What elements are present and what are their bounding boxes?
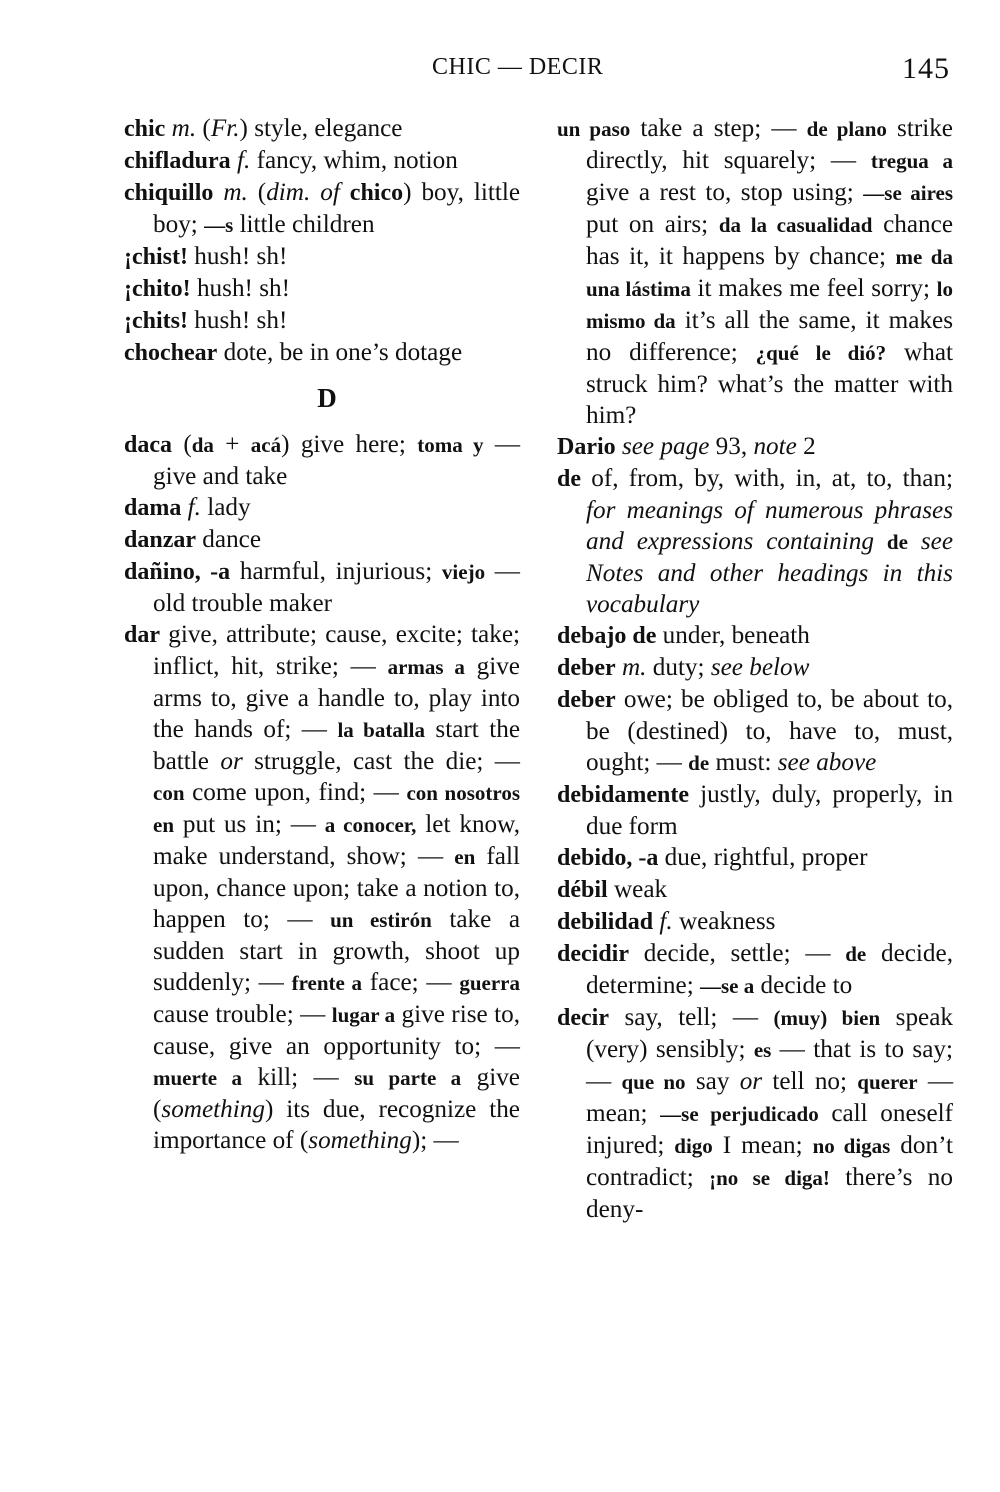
- phrase: digo: [674, 1134, 713, 1158]
- definition-text: decide, determine;: [586, 940, 953, 999]
- phrase: a conocer,: [324, 813, 417, 837]
- phrase: con nosotros en: [153, 781, 520, 837]
- definition-text: come upon, find; —: [184, 779, 407, 806]
- phrase: ¡no se diga!: [709, 1166, 830, 1190]
- dictionary-entry: [124, 273, 520, 305]
- definition-text: give rise to, cause, give an opportunity to; —: [153, 1001, 520, 1060]
- dictionary-entry: [124, 556, 520, 619]
- italic-text: something: [161, 1096, 265, 1123]
- phrase: es: [753, 1038, 772, 1062]
- definition-text: decide, settle; —: [629, 940, 846, 967]
- italic-text: see page: [621, 433, 710, 460]
- italic-text: for meanings of numerous phrases and expressions containing: [586, 497, 953, 555]
- phrase: ¿qué le dió?: [755, 341, 887, 365]
- phrase: toma y: [417, 433, 484, 457]
- definition-text: weakness: [672, 908, 776, 935]
- headword: decir: [557, 1005, 609, 1031]
- headword: deber: [557, 655, 616, 681]
- phrase: querer: [857, 1070, 918, 1094]
- definition-text: — old trouble maker: [153, 558, 520, 617]
- headword: debilidad: [557, 909, 654, 935]
- headword: chiquillo: [124, 180, 214, 206]
- headword: dañino, -a: [124, 559, 231, 585]
- phrase: me da una lástima: [586, 245, 953, 301]
- definition-text: must:: [709, 749, 778, 776]
- definition-text: (: [172, 431, 192, 458]
- definition-text: fancy, whim, notion: [250, 147, 458, 174]
- definition-text: ) boy, little boy;: [153, 179, 521, 238]
- definition-text: take a sudden start in growth, shoot up suddenly; —: [153, 906, 520, 996]
- definition-text: face; —: [362, 969, 460, 996]
- italic-text: Fr.: [210, 115, 240, 142]
- italic-text: see above: [777, 749, 877, 776]
- definition-text: — mean;: [586, 1068, 954, 1127]
- definition-text: say: [685, 1068, 740, 1095]
- definition-text: what struck him? what’s the matter with him?: [586, 339, 953, 429]
- italic-text: see Notes and other headings in this vocabulary: [586, 528, 954, 618]
- headword: danzar: [124, 527, 196, 553]
- definition-text: kill; —: [242, 1064, 355, 1091]
- italic-text: or: [220, 748, 243, 775]
- dictionary-entry: [557, 620, 953, 652]
- definition-text: fall upon, chance upon; take a notion to, happen to; —: [153, 843, 520, 933]
- dictionary-entry: [124, 429, 520, 492]
- definition-text: due, rightful, proper: [658, 844, 868, 871]
- definition-text: hush! sh!: [190, 275, 291, 302]
- dictionary-entry: [557, 652, 953, 684]
- phrase: —s: [204, 213, 234, 237]
- headword: dar: [124, 622, 160, 648]
- phrase: de: [688, 751, 710, 775]
- definition-text: of, from, by, with, in, at, to, than;: [581, 465, 953, 492]
- phrase: con: [153, 781, 185, 805]
- definition-text: duty;: [646, 654, 711, 681]
- section-letter: D: [317, 383, 337, 413]
- headword: chico: [349, 180, 404, 206]
- headword: ¡chito!: [124, 276, 191, 302]
- dictionary-entry: [557, 842, 953, 874]
- definition-text: speak (very) sensibly;: [586, 1004, 953, 1063]
- definition-text: harmful, injurious;: [230, 558, 442, 585]
- phrase: de: [845, 942, 867, 966]
- italic-text: f.: [659, 908, 673, 935]
- phrase: en: [454, 845, 476, 869]
- phrase: lo mismo da: [586, 277, 953, 333]
- definition-text: give a rest to, stop using;: [586, 179, 864, 206]
- definition-text: say, tell; —: [608, 1004, 774, 1031]
- dictionary-entry: [124, 177, 520, 241]
- phrase: guerra: [459, 971, 520, 995]
- definition-text: justly, duly, properly, in due form: [586, 781, 953, 840]
- italic-text: f.: [187, 494, 201, 521]
- definition-text: tell no;: [762, 1068, 858, 1095]
- italic-text: m.: [171, 115, 197, 142]
- definition-text: [340, 179, 350, 206]
- definition-text: dance: [196, 526, 262, 553]
- phrase: viejo: [441, 560, 486, 584]
- definition-text: it’s all the same, it makes no difference;: [586, 307, 953, 366]
- phrase: su parte a: [354, 1066, 462, 1090]
- phrase: da la casualidad: [718, 213, 873, 237]
- headword: ¡chist!: [124, 244, 188, 270]
- entry-list: [557, 113, 953, 1225]
- definition-text: give arms to, give a handle to, play into the hands of; —: [153, 653, 520, 743]
- headword: ¡chits!: [124, 308, 188, 334]
- entry-list: [124, 113, 520, 369]
- entry-list: [124, 429, 520, 1156]
- definition-text: ) give here;: [281, 431, 418, 458]
- definition-text: under, beneath: [656, 622, 810, 649]
- italic-text: or: [739, 1068, 763, 1095]
- definition-text: (: [247, 179, 267, 206]
- definition-text: call oneself injured;: [586, 1100, 954, 1159]
- definition-text: take a step; —: [630, 115, 807, 142]
- headword: dama: [124, 495, 182, 521]
- headword: débil: [557, 877, 608, 903]
- definition-text: weak: [607, 876, 668, 903]
- right-column: [557, 113, 953, 1225]
- definition-text: hush! sh!: [187, 307, 288, 334]
- definition-text: lady: [200, 494, 251, 521]
- phrase: tregua a: [870, 149, 953, 173]
- dictionary-entry: [557, 1002, 953, 1225]
- phrase: (muy) bien: [773, 1006, 881, 1030]
- definition-text: there’s no deny-: [586, 1164, 953, 1223]
- definition-text: put on airs;: [586, 211, 719, 238]
- definition-text: chance has it, it happens by chance;: [586, 211, 953, 270]
- definition-text: cause trouble; —: [153, 1001, 332, 1028]
- phrase: la batalla: [337, 718, 425, 742]
- dictionary-entry: [124, 241, 520, 273]
- dictionary-entry: [557, 113, 953, 431]
- headword: debajo de: [557, 623, 657, 649]
- phrase: —se perjudicado: [660, 1102, 819, 1126]
- dictionary-entry: [124, 113, 520, 145]
- dictionary-entry: [557, 906, 953, 938]
- phrase: un estirón: [330, 908, 432, 932]
- dictionary-entry: [124, 305, 520, 337]
- definition-text: — that is to say; —: [586, 1036, 954, 1095]
- dictionary-entry: [124, 524, 520, 556]
- phrase: —se aires: [863, 181, 953, 205]
- phrase: lugar a: [331, 1003, 396, 1027]
- page-number: 145: [902, 52, 950, 85]
- definition-text: hush! sh!: [187, 243, 288, 270]
- headword: chic: [124, 116, 166, 142]
- phrase: de: [886, 530, 908, 554]
- phrase: armas a: [387, 655, 465, 679]
- phrase: muerte a: [153, 1066, 243, 1090]
- phrase: un paso: [557, 117, 631, 141]
- italic-text: something: [308, 1127, 412, 1154]
- headword: chifladura: [124, 148, 231, 174]
- definition-text: give, attribute; cause, excite; take; inflict, hit, strike; —: [153, 621, 520, 680]
- phrase: acá: [250, 433, 282, 457]
- headword: chochear: [124, 340, 218, 366]
- headword: debido, -a: [557, 845, 659, 871]
- left-column: [124, 113, 520, 1156]
- definition-text: struggle, cast the die; —: [242, 748, 520, 775]
- dictionary-entry: [557, 779, 953, 842]
- definition-text: don’t contradict;: [586, 1132, 953, 1191]
- phrase: da: [191, 433, 214, 457]
- phrase: no digas: [812, 1134, 891, 1158]
- definition-text: ) style, elegance: [239, 115, 403, 142]
- italic-text: dim. of: [266, 179, 340, 206]
- dictionary-entry: [557, 874, 953, 906]
- definition-text: +: [213, 431, 251, 458]
- italic-text: f.: [236, 147, 251, 174]
- italic-text: m.: [621, 654, 647, 681]
- definition-text: decide to: [754, 972, 853, 999]
- dictionary-entry: [124, 337, 520, 369]
- definition-text: it makes me feel sorry;: [690, 275, 937, 302]
- definition-text: 93,: [709, 433, 754, 460]
- running-head: CHIC — DECIR: [432, 54, 604, 80]
- headword: debidamente: [557, 782, 689, 808]
- phrase: de plano: [806, 117, 887, 141]
- page-header: [0, 50, 1000, 90]
- dictionary-entry: [124, 619, 520, 1156]
- headword: decidir: [557, 941, 629, 967]
- definition-text: 2: [796, 433, 816, 460]
- definition-text: dote, be in one’s dotage: [217, 339, 463, 366]
- definition-text: [213, 179, 223, 206]
- definition-text: [874, 528, 887, 555]
- italic-text: note: [753, 433, 797, 460]
- definition-text: little children: [233, 211, 375, 238]
- definition-text: start the battle: [153, 716, 520, 775]
- definition-text: strike directly, hit squarely; —: [586, 115, 953, 174]
- definition-text: I mean;: [712, 1132, 813, 1159]
- phrase: frente a: [291, 971, 363, 995]
- phrase: que no: [621, 1070, 686, 1094]
- phrase: —se a: [700, 974, 755, 998]
- italic-text: see below: [710, 654, 810, 681]
- definition-text: ) its due, recognize the importance of (: [153, 1096, 520, 1154]
- definition-text: [908, 528, 921, 555]
- definition-text: ); —: [411, 1127, 459, 1154]
- headword: Dario: [557, 434, 616, 460]
- dictionary-entry: [557, 431, 953, 463]
- headword: de: [557, 466, 581, 492]
- definition-text: (: [196, 115, 211, 142]
- definition-text: let know, make understand, show; —: [153, 811, 520, 870]
- headword: deber: [557, 687, 616, 713]
- dictionary-entry: [557, 938, 953, 1002]
- definition-text: owe; be obliged to, be about to, be (destined) to, have to, must, ought; —: [586, 686, 953, 776]
- italic-text: m.: [223, 179, 248, 206]
- dictionary-entry: [557, 463, 953, 620]
- dictionary-entry: [557, 684, 953, 779]
- definition-text: put us in; —: [174, 811, 325, 838]
- dictionary-entry: [124, 145, 520, 177]
- headword: daca: [124, 432, 172, 458]
- dictionary-entry: [124, 492, 520, 524]
- definition-text: give (: [153, 1064, 520, 1123]
- definition-text: — give and take: [153, 431, 521, 490]
